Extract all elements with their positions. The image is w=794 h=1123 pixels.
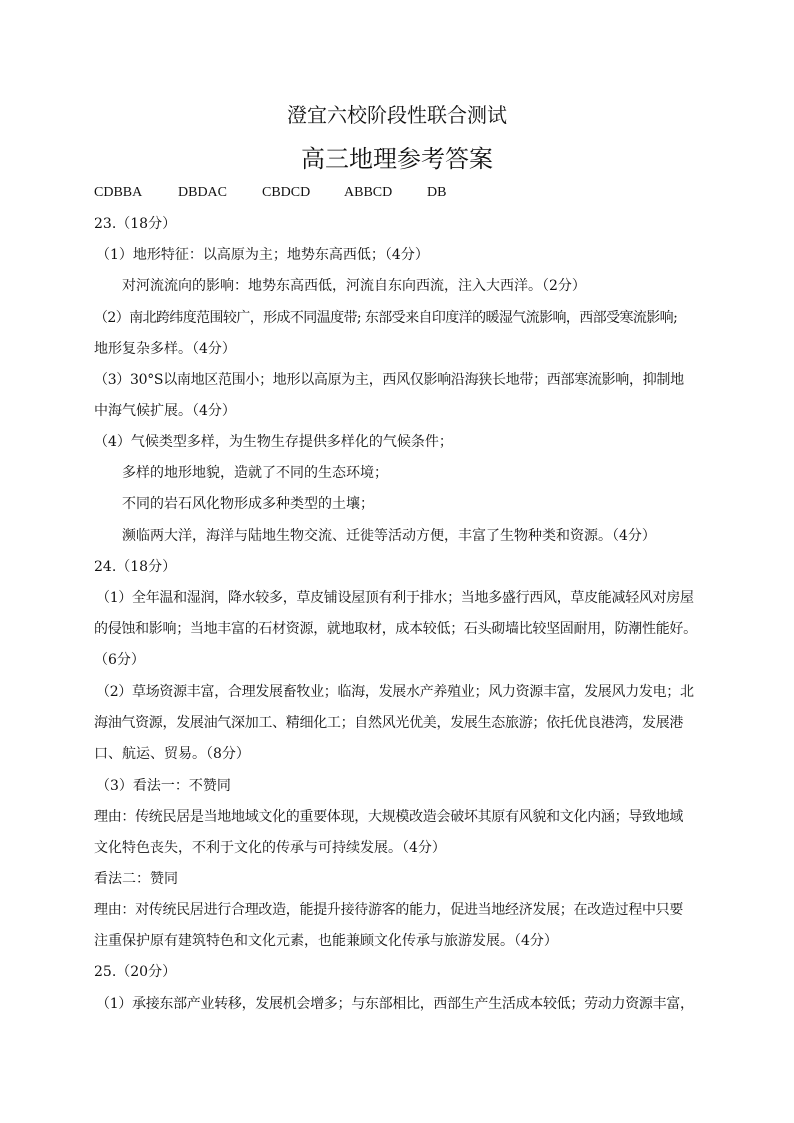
q25-part-1: （1）承接东部产业转移，发展机会增多；与东部相比，西部生产生活成本较低；劳动力资源丰富， bbox=[96, 996, 694, 1012]
q23-part-2: （2）南北跨纬度范围较广，形成不同温度带; 东部受来自印度洋的暖湿气流影响，西部受寒流影响; bbox=[94, 310, 678, 326]
q24-view-1-reason: 理由：传统民居是当地地域文化的重要体现，大规模改造会破坏其原有风貌和文化内涵；导致地域 bbox=[94, 809, 684, 825]
q24-view-2-reason-cont: 注重保护原有建筑特色和文化元素，也能兼顾文化传承与旅游发展。（4分） bbox=[94, 933, 558, 949]
answer-group-3: CBDCD bbox=[262, 185, 311, 200]
q23-part-3-cont: 中海气候扩展。（4分） bbox=[94, 403, 236, 419]
answer-group-1: CDBBA bbox=[94, 185, 143, 200]
answer-group-4: ABBCD bbox=[344, 185, 393, 200]
q23-part-4-line-2: 多样的地形地貌，造就了不同的生态环境； bbox=[122, 465, 388, 481]
q24-part-3-view-1: （3）看法一：不赞同 bbox=[96, 778, 231, 794]
answer-key-title: 高三地理参考答案 bbox=[301, 145, 493, 173]
question-23-heading: 23.（18分） bbox=[94, 216, 177, 232]
q23-part-1: （1）地形特征：以高原为主；地势东高西低；（4分） bbox=[96, 247, 429, 263]
q23-part-3: （3）30°S以南地区范围小；地形以高原为主，西风仅影响沿海狭长地带；西部寒流影响，抑制地 bbox=[94, 372, 684, 388]
exam-title: 澄宜六校阶段性联合测试 bbox=[287, 103, 507, 127]
q24-part-2-cont: 海油气资源，发展油气深加工、精细化工；自然风光优美，发展生态旅游；依托优良港湾，发展港 bbox=[94, 715, 684, 731]
q24-part-3-view-2: 看法二：赞同 bbox=[94, 871, 178, 887]
q23-part-2-cont: 地形复杂多样。（4分） bbox=[94, 341, 236, 357]
q23-part-4: （4）气候类型多样，为生物生存提供多样化的气候条件； bbox=[94, 434, 453, 450]
q24-part-1-cont: 的侵蚀和影响；当地丰富的石材资源，就地取材，成本较低；石头砌墙比较坚固耐用，防潮性能好。 bbox=[94, 621, 697, 637]
q24-part-2: （2）草场资源丰富，合理发展畜牧业；临海，发展水产养殖业；风力资源丰富，发展风力发电；北 bbox=[96, 684, 694, 700]
q24-part-1-score: （6分） bbox=[94, 652, 145, 668]
question-25-heading: 25.（20分） bbox=[94, 964, 177, 980]
answer-group-2: DBDAC bbox=[178, 185, 228, 200]
q24-view-2-reason: 理由：对传统民居进行合理改造，能提升接待游客的能力，促进当地经济发展；在改造过程中只要 bbox=[94, 902, 684, 918]
q23-part-4-line-3: 不同的岩石风化物形成多种类型的土壤； bbox=[122, 496, 374, 512]
answer-group-5: DB bbox=[427, 185, 447, 200]
q24-part-2-end: 口、航运、贸易。（8分） bbox=[94, 746, 250, 762]
q24-view-1-reason-cont: 文化特色丧失，不利于文化的传承与可持续发展。（4分） bbox=[94, 840, 446, 856]
q24-part-1: （1）全年温和湿润，降水较多，草皮铺设屋顶有利于排水；当地多盛行西风，草皮能减轻风对房屋 bbox=[96, 590, 694, 606]
question-24-heading: 24.（18分） bbox=[94, 559, 177, 575]
q23-part-4-line-4: 濒临两大洋，海洋与陆地生物交流、迁徙等活动方便，丰富了生物种类和资源。（4分） bbox=[122, 528, 656, 544]
q23-part-1-cont: 对河流流向的影响：地势东高西低，河流自东向西流，注入大西洋。（2分） bbox=[122, 278, 586, 294]
